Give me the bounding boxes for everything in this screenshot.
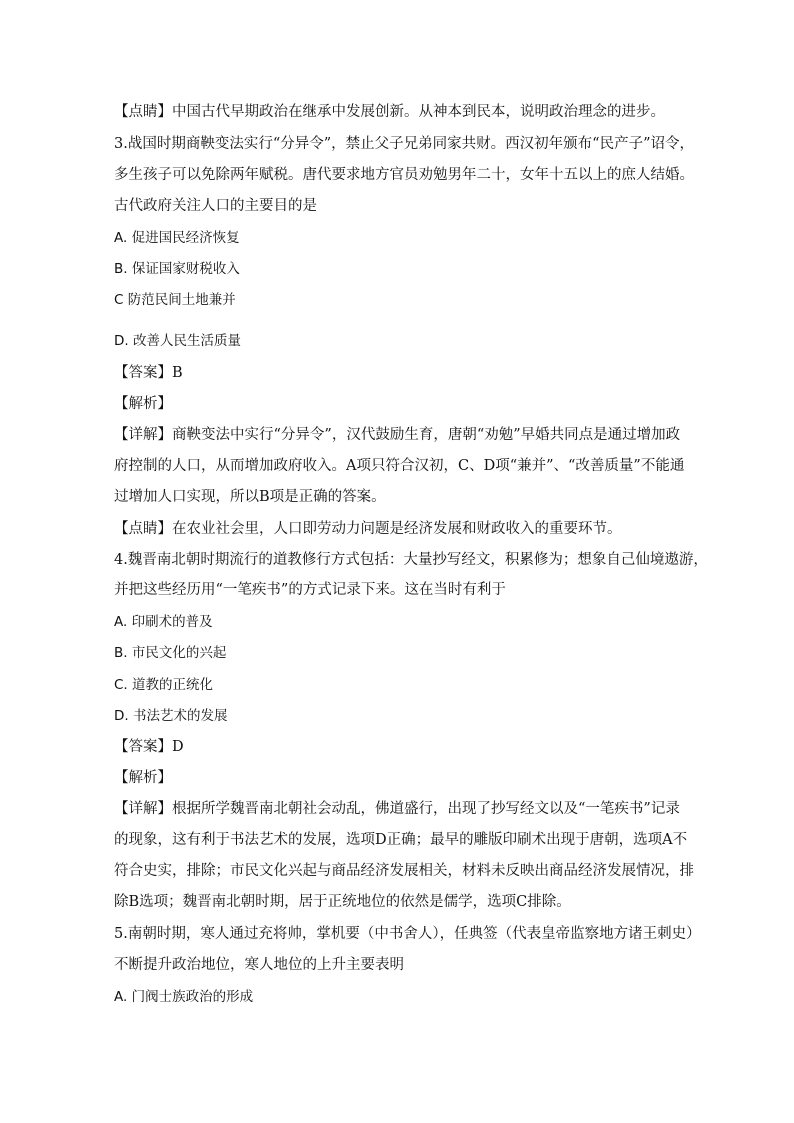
note-line: 【点睛】在农业社会里，人口即劳动力问题是经济发展和财政收入的重要环节。 — [114, 521, 622, 537]
detail-line: 的现象，这有利于书法艺术的发展，选项D正确；最早的雕版印刷术出现于唐朝，选项A不 — [114, 832, 688, 848]
question-3-stem: 3.战国时期商鞅变法实行“分异令”，禁止父子兄弟同家共财。西汉初年颁布“民产子”诏令， — [114, 136, 694, 152]
option-d: D. 改善人民生活质量 — [114, 333, 241, 349]
option-a: A. 门阀士族政治的形成 — [114, 989, 254, 1005]
detail-line: 【详解】商鞅变法中实行“分异令”，汉代鼓励生育，唐朝“劝勉”早婚共同点是通过增加政 — [114, 427, 681, 443]
detail-line: 符合史实，排除；市民文化兴起与商品经济发展相关，材料未反映出商品经济发展情况，排 — [114, 863, 694, 879]
question-3-stem: 多生孩子可以免除两年赋税。唐代要求地方官员劝勉男年二十，女年十五以上的庶人结婚。 — [114, 167, 694, 183]
option-b: B. 市民文化的兴起 — [114, 645, 227, 661]
option-b: B. 保证国家财税收入 — [114, 261, 240, 277]
analysis-heading: 【解析】 — [114, 396, 172, 412]
question-3-stem: 古代政府关注人口的主要目的是 — [114, 198, 317, 214]
analysis-heading: 【解析】 — [114, 770, 172, 786]
option-d: D. 书法艺术的发展 — [114, 708, 228, 724]
option-a: A. 促进国民经济恢复 — [114, 230, 240, 246]
option-c: C 防范民间土地兼并 — [114, 292, 236, 308]
answer-line: 【答案】B — [114, 365, 183, 381]
question-5-stem: 不断提升政治地位，寒人地位的上升主要表明 — [114, 957, 404, 973]
answer-line: 【答案】D — [114, 739, 184, 755]
option-a: A. 印刷术的普及 — [114, 614, 213, 630]
note-line: 【点睛】中国古代早期政治在继承中发展创新。从神本到民本，说明政治理念的进步。 — [114, 104, 665, 120]
question-4-stem: 并把这些经历用“一笔疾书”的方式记录下来。这在当时有利于 — [114, 582, 506, 598]
question-4-stem: 4.魏晋南北朝时期流行的道教修行方式包括：大量抄写经文，积累修为；想象自己仙境遨游， — [114, 552, 708, 568]
detail-line: 【详解】根据所学魏晋南北朝社会动乱，佛道盛行，出现了抄写经文以及“一笔疾书”记录 — [114, 801, 680, 817]
detail-line: 府控制的人口，从而增加政府收入。A项只符合汉初，C、D项“兼并”、“改善质量”不能通 — [114, 458, 685, 474]
question-5-stem: 5.南朝时期，寒人通过充将帅，掌机要（中书舍人），任典签（代表皇帝监察地方诸王刺史） — [114, 926, 701, 942]
detail-line: 过增加人口实现，所以B项是正确的答案。 — [114, 489, 386, 505]
detail-line: 除B选项；魏晋南北朝时期，居于正统地位的依然是儒学，选项C排除。 — [114, 894, 571, 910]
option-c: C. 道教的正统化 — [114, 677, 214, 693]
